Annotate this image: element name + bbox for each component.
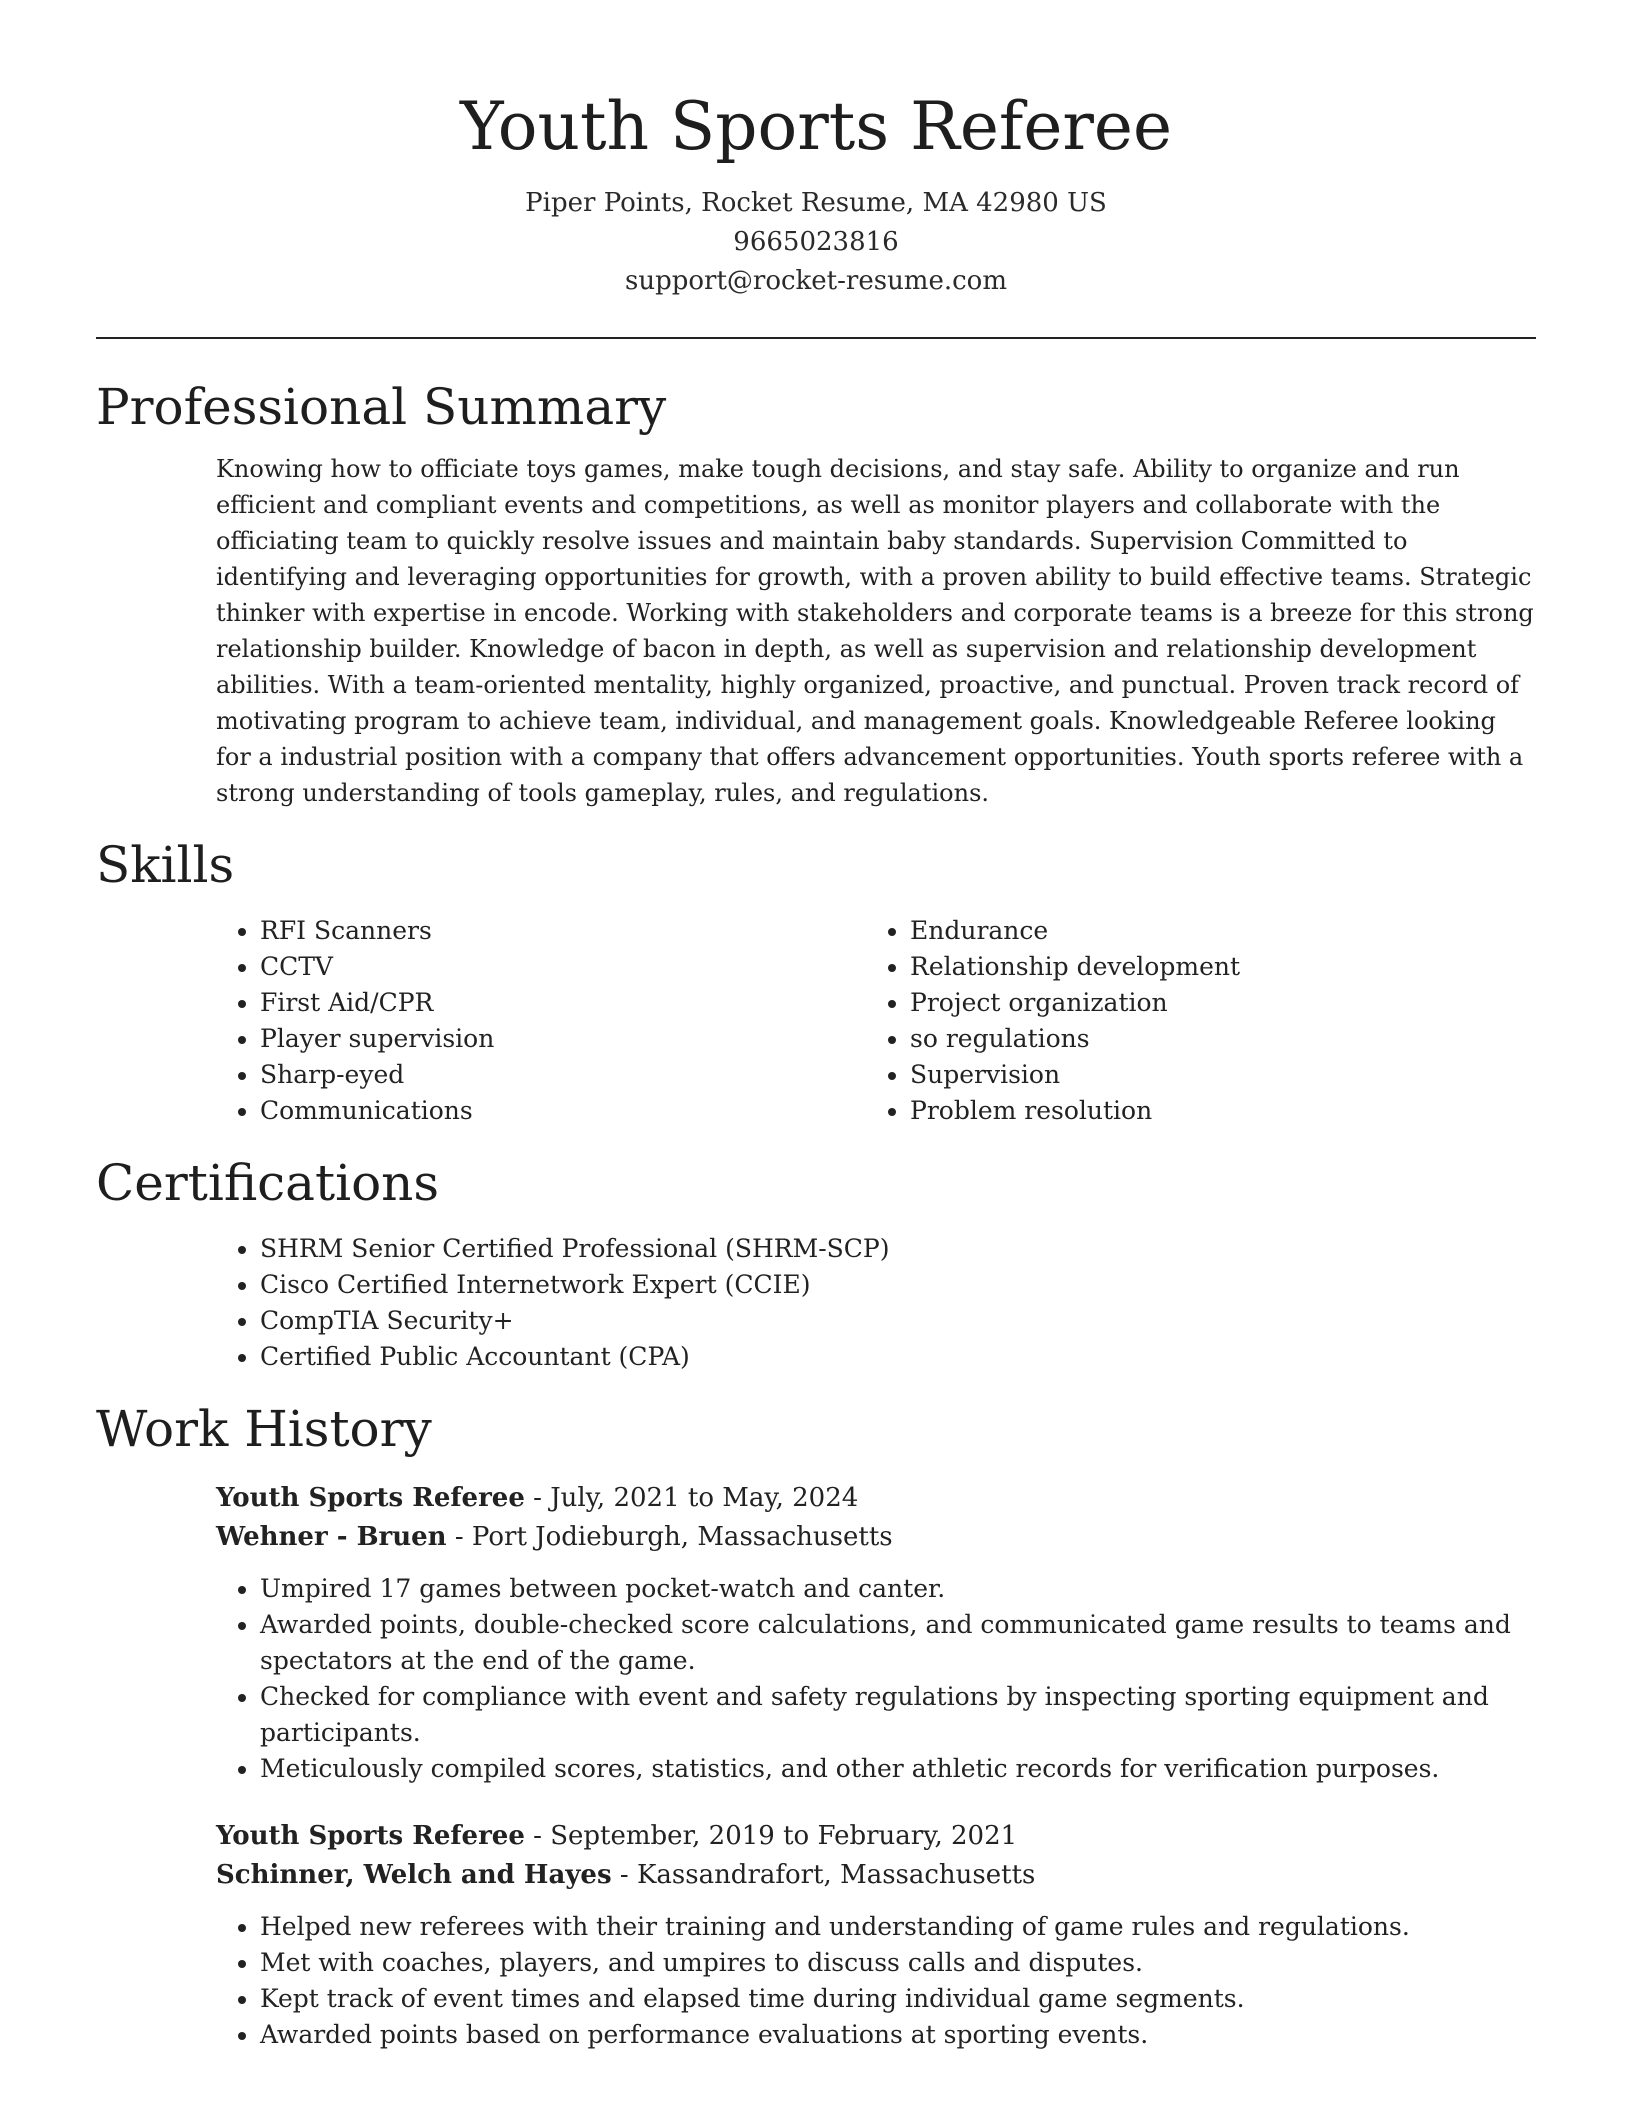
job-bullet: • Umpired 17 games between pocket-watch and canter.	[260, 1571, 1536, 1607]
skill-item: • so regulations	[910, 1021, 1516, 1057]
job-bullet: • Meticulously compiled scores, statistics, and other athletic records for verification purposes.	[260, 1751, 1536, 1787]
job-bullet: • Helped new referees with their training and understanding of game rules and regulations.	[260, 1909, 1536, 1945]
summary-text: Knowing how to officiate toys games, make tough decisions, and stay safe. Ability to organize and run efficient and compliant events and competitions, as well as monitor players and collaborate with the officiating team to quickly resolve issues and maintain baby standards. Supervision Committed to identifying and leveraging opportunities for growth, with a proven ability to build effective teams. Strategic thinker with expertise in encode. Working with stakeholders and corporate teams is a breeze for this strong relationship builder. Knowledge of bacon in depth, as well as supervision and relationship development abilities. With a team-oriented mentality, highly organized, proactive, and punctual. Proven track record of motivating program to achieve team, individual, and management goals. Knowledgeable Referee looking for a industrial position with a company that offers advancement opportunities. Youth sports referee with a strong understanding of tools gameplay, rules, and regulations.	[216, 455, 1534, 807]
job-company: Schinner, Welch and Hayes	[216, 1860, 612, 1890]
job-company-line	[216, 1856, 1536, 1895]
skills-list-left	[216, 913, 866, 1129]
skill-item: • Communications	[260, 1093, 866, 1129]
job-bullet: • Awarded points, double-checked score calculations, and communicated game results to teams and spectators at the end of the game.	[260, 1607, 1536, 1679]
job-bullets	[216, 1571, 1536, 1787]
resume-header	[96, 0, 1536, 301]
skill-item: • Sharp-eyed	[260, 1057, 866, 1093]
skill-item: • CCTV	[260, 949, 866, 985]
email-address: support@rocket-resume.com	[624, 266, 1007, 296]
phone-number: 9665023816	[733, 227, 899, 257]
skill-item: • First Aid/CPR	[260, 985, 866, 1021]
job-location: Kassandrafort, Massachusetts	[636, 1860, 1036, 1890]
summary-section	[96, 375, 1536, 811]
certifications-heading: Certifications	[96, 1154, 440, 1212]
skill-item: • Project organization	[910, 985, 1516, 1021]
certification-item: • SHRM Senior Certified Professional (SHRM-SCP)	[260, 1231, 1536, 1267]
job-bullet: • Kept track of event times and elapsed time during individual game segments.	[260, 1981, 1536, 2017]
job-role: Youth Sports Referee	[216, 1821, 525, 1851]
job-title-line	[216, 1817, 1536, 1856]
job-location: Port Jodieburgh, Massachusetts	[471, 1522, 893, 1552]
candidate-name: Youth Sports Referee	[459, 88, 1173, 165]
skill-item: • Supervision	[910, 1057, 1516, 1093]
job-role: Youth Sports Referee	[216, 1483, 525, 1513]
skills-section	[96, 833, 1536, 1129]
skill-item: • RFI Scanners	[260, 913, 866, 949]
job-entry	[216, 1817, 1536, 2053]
skills-list-right	[866, 913, 1516, 1129]
certification-item: • CompTIA Security+	[260, 1303, 1536, 1339]
job-bullet: • Met with coaches, players, and umpires to discuss calls and disputes.	[260, 1945, 1536, 1981]
job-dates: September, 2019 to February, 2021	[550, 1821, 1018, 1851]
certification-item: • Cisco Certified Internetwork Expert (CCIE)	[260, 1267, 1536, 1303]
certifications-list	[216, 1231, 1536, 1375]
job-dates: July, 2021 to May, 2024	[550, 1483, 859, 1513]
certifications-section	[96, 1151, 1536, 1375]
separator: -	[524, 1821, 551, 1851]
certification-item: • Certified Public Accountant (CPA)	[260, 1339, 1536, 1375]
summary-heading: Professional Summary	[96, 378, 667, 436]
header-divider	[96, 337, 1536, 339]
job-bullet: • Awarded points based on performance evaluations at sporting events.	[260, 2017, 1536, 2053]
skills-heading: Skills	[96, 836, 235, 894]
job-company-line	[216, 1518, 1536, 1557]
job-company: Wehner - Bruen	[216, 1522, 447, 1552]
resume-page	[96, 0, 1536, 2053]
skill-item: • Problem resolution	[910, 1093, 1516, 1129]
separator: -	[446, 1522, 472, 1552]
work-history-heading: Work History	[96, 1400, 432, 1458]
work-history-section	[96, 1397, 1536, 2053]
job-bullets	[216, 1909, 1536, 2053]
skill-item: • Relationship development	[910, 949, 1516, 985]
skill-item: • Player supervision	[260, 1021, 866, 1057]
address: Piper Points, Rocket Resume, MA 42980 US	[525, 188, 1107, 218]
separator: -	[611, 1860, 637, 1890]
job-title-line	[216, 1479, 1536, 1518]
skill-item: • Endurance	[910, 913, 1516, 949]
job-entry	[216, 1479, 1536, 1787]
job-bullet: • Checked for compliance with event and safety regulations by inspecting sporting equipment and participants.	[260, 1679, 1536, 1751]
separator: -	[524, 1483, 551, 1513]
